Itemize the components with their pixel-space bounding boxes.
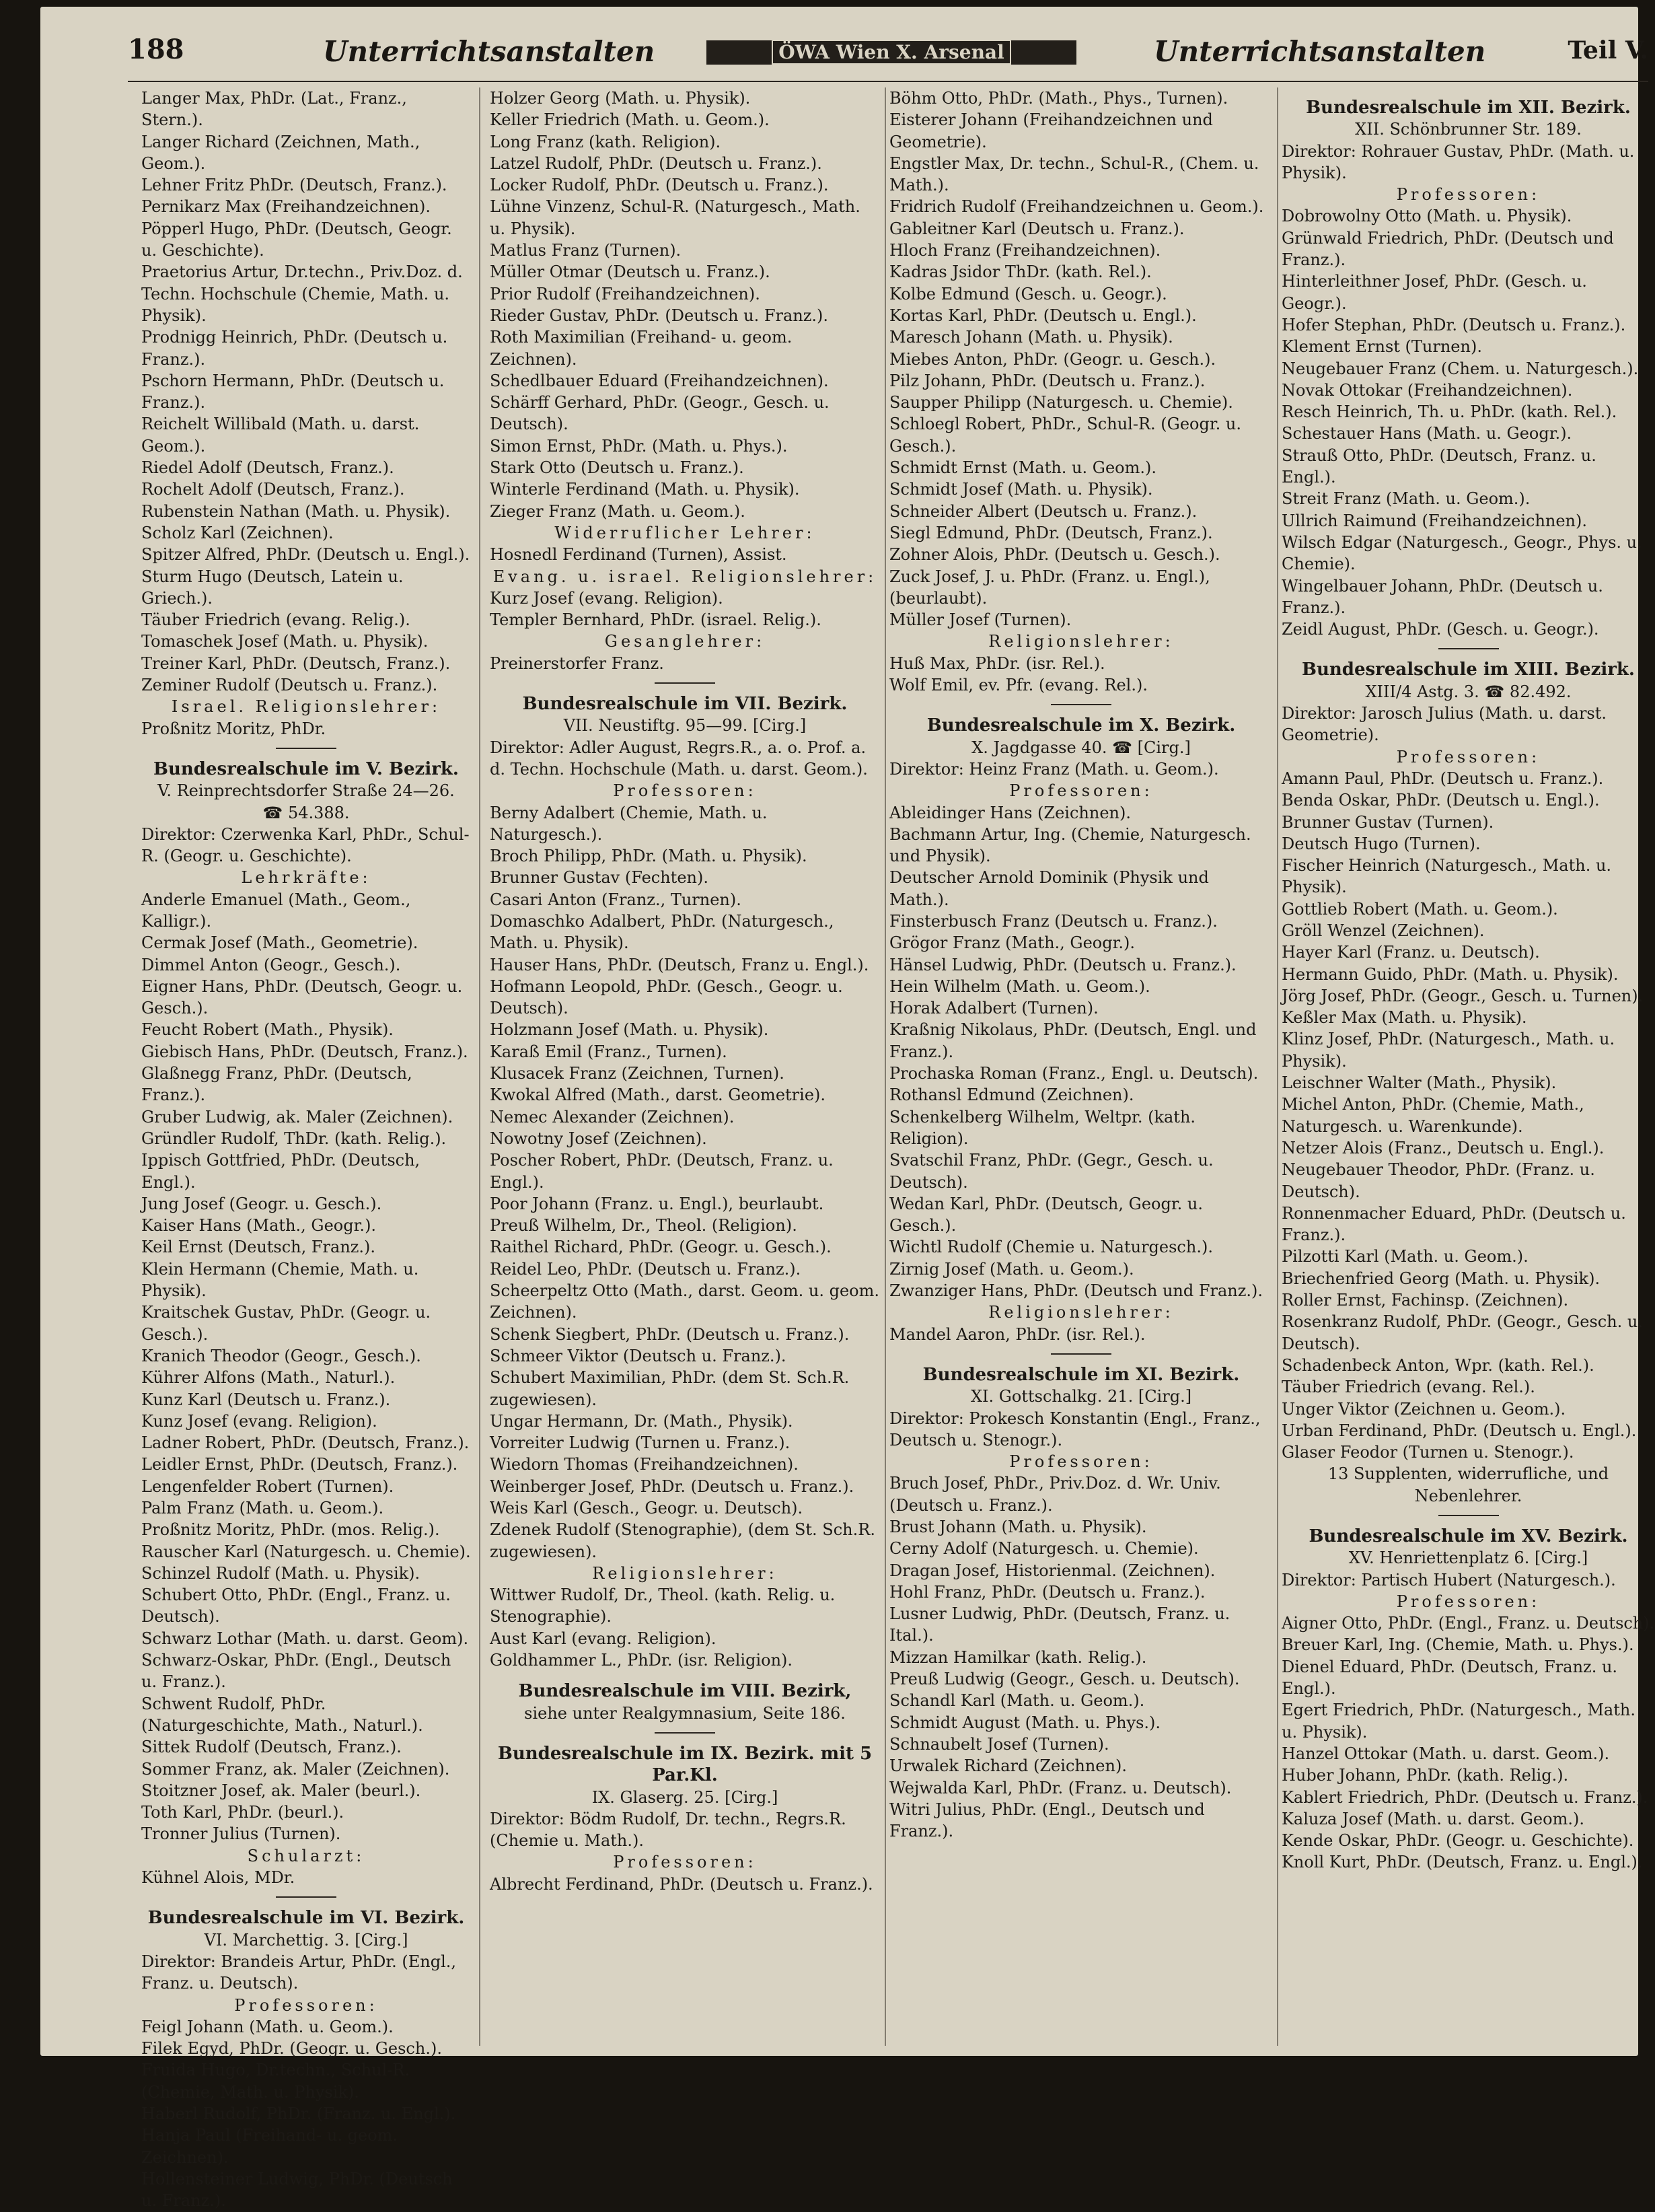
section-separator xyxy=(1438,648,1499,649)
entry-line: Müller Otmar (Deutsch u. Franz.). xyxy=(490,262,770,282)
section-label: Professoren: xyxy=(1009,1452,1153,1472)
entry-line: Zeidl August, PhDr. (Gesch. u. Geogr.). xyxy=(1282,620,1599,639)
entry-line: Pernikarz Max (Freihandzeichnen). xyxy=(141,197,431,217)
entry-line: Deutsch Hugo (Turnen). xyxy=(1282,834,1481,853)
entry-line: Direktor: Jarosch Julius (Math. u. darst. Geometrie). xyxy=(1282,704,1607,745)
entry-line: Novak Ottokar (Freihandzeichnen). xyxy=(1282,380,1573,400)
section-label: Religionslehrer: xyxy=(988,632,1174,651)
entry-line: Leidler Ernst, PhDr. (Deutsch, Franz.). xyxy=(141,1455,458,1474)
section-separator xyxy=(655,1732,715,1734)
entry-line: Toth Karl, PhDr. (beurl.). xyxy=(141,1803,344,1822)
entry-line: Strauß Otto, PhDr. (Deutsch, Franz. u. Engl.). xyxy=(1282,445,1596,487)
entry-line: Templer Bernhard, PhDr. (israel. Relig.). xyxy=(490,610,821,630)
part-label: Teil V. xyxy=(1568,36,1648,65)
entry-line: Resch Heinrich, Th. u. PhDr. (kath. Rel.). xyxy=(1282,402,1617,422)
section-label: Professoren: xyxy=(1396,1592,1541,1611)
entry-line: Siegl Edmund, PhDr. (Deutsch, Franz.). xyxy=(889,523,1213,542)
entry-line: Kraitschek Gustav, PhDr. (Geogr. u. Gesch.). xyxy=(141,1303,431,1344)
entry-line: Direktor: Heinz Franz (Math. u. Geom.). xyxy=(889,759,1219,779)
entry-line: Unger Viktor (Zeichnen u. Geom.). xyxy=(1282,1399,1566,1419)
entry-line: Egert Friedrich, PhDr. (Naturgesch., Math. u. Physik). xyxy=(1282,1701,1635,1742)
entry-line: Gottlieb Robert (Math. u. Geom.). xyxy=(1282,899,1558,919)
entry-line: Klusacek Franz (Zeichnen, Turnen). xyxy=(490,1064,784,1083)
entry-line: Eisterer Johann (Freihandzeichnen und Geometrie). xyxy=(889,110,1213,151)
entry-line: Keßler Max (Math. u. Physik). xyxy=(1282,1008,1527,1028)
entry-line: Huber Johann, PhDr. (kath. Relig.). xyxy=(1282,1766,1569,1785)
school-heading: Bundesrealschule im VIII. Bezirk, xyxy=(518,1681,852,1702)
entry-line: Aigner Otto, PhDr. (Engl., Franz. u. Deutsch). xyxy=(1282,1614,1655,1633)
school-heading: Bundesrealschule im XV. Bezirk. xyxy=(1309,1526,1628,1546)
entry-line: Schnaubelt Josef (Turnen). xyxy=(889,1734,1109,1754)
entry-line: Rosenkranz Rudolf, PhDr. (Geogr., Gesch. u. Deutsch). xyxy=(1282,1312,1643,1353)
entry-line: Sittek Rudolf (Deutsch, Franz.). xyxy=(141,1738,402,1757)
entry-line: Ladner Robert, PhDr. (Deutsch, Franz.). xyxy=(141,1433,470,1453)
entry-line: Gröll Wenzel (Zeichnen). xyxy=(1282,921,1485,940)
entry-line: Schubert Maximilian, PhDr. (dem St. Sch.R. zugewiesen). xyxy=(490,1368,850,1409)
address-line: X. Jagdgasse 40. ☎ [Cirg.] xyxy=(971,738,1191,757)
entry-line: Lühne Vinzenz, Schul-R. (Naturgesch., Math. u. Physik). xyxy=(490,197,860,238)
entry-line: Cerny Adolf (Naturgesch. u. Chemie). xyxy=(889,1539,1199,1559)
entry-line: Grünwald Friedrich, PhDr. (Deutsch und Franz.). xyxy=(1282,228,1614,270)
entry-line: Sturm Hugo (Deutsch, Latein u. Griech.). xyxy=(141,567,404,608)
section-label: Religionslehrer: xyxy=(988,1303,1174,1322)
entry-line: Pilzotti Karl (Math. u. Geom.). xyxy=(1282,1247,1529,1266)
entry-line: Schwent Rudolf, PhDr. (Naturgeschichte, Math., Naturl.). xyxy=(141,1694,423,1735)
entry-line: Kablert Friedrich, PhDr. (Deutsch u. Franz.). xyxy=(1282,1787,1648,1807)
entry-line: Gableitner Karl (Deutsch u. Franz.). xyxy=(889,219,1185,238)
entry-line: Weis Karl (Gesch., Geogr. u. Deutsch). xyxy=(490,1499,803,1518)
entry-line: Giebisch Hans, PhDr. (Deutsch, Franz.). xyxy=(141,1042,468,1061)
entry-line: Preuß Wilhelm, Dr., Theol. (Religion). xyxy=(490,1216,797,1236)
entry-line: Amann Paul, PhDr. (Deutsch u. Franz.). xyxy=(1282,769,1604,788)
entry-line: Schandl Karl (Math. u. Geom.). xyxy=(889,1691,1145,1711)
address-line: 13 Supplenten, widerrufliche, und Nebenlehrer. xyxy=(1327,1464,1609,1505)
entry-line: Wichtl Rudolf (Chemie u. Naturgesch.). xyxy=(889,1238,1213,1257)
entry-line: Wolf Emil, ev. Pfr. (evang. Rel.). xyxy=(889,676,1148,695)
address-line: VII. Neustiftg. 95—99. [Cirg.] xyxy=(563,716,807,736)
entry-line: Hänsel Ludwig, PhDr. (Deutsch u. Franz.). xyxy=(889,955,1237,974)
section-separator xyxy=(276,748,336,749)
entry-line: Praetorius Artur, Dr.techn., Priv.Doz. d. Techn. Hochschule (Chemie, Math. u. Physik). xyxy=(141,262,463,325)
entry-line: Aust Karl (evang. Religion). xyxy=(490,1629,716,1648)
entry-line: Prior Rudolf (Freihandzeichnen). xyxy=(490,284,760,304)
entry-line: Klein Hermann (Chemie, Math. u. Physik). xyxy=(141,1259,419,1301)
entry-line: Jörg Josef, PhDr. (Geogr., Gesch. u. Turnen). xyxy=(1282,986,1644,1005)
entry-line: Locker Rudolf, PhDr. (Deutsch u. Franz.). xyxy=(490,176,829,195)
entry-line: Fridrich Rudolf (Freihandzeichnen u. Geom.). xyxy=(889,197,1264,217)
school-heading: Bundesrealschule im IX. Bezirk. mit 5 Par.Kl. xyxy=(497,1743,873,1786)
section-label: Professoren: xyxy=(613,781,757,801)
entry-line: Streit Franz (Math. u. Geom.). xyxy=(1282,489,1531,509)
section-separator xyxy=(1051,1353,1111,1355)
entry-line: Kortas Karl, PhDr. (Deutsch u. Engl.). xyxy=(889,306,1197,325)
entry-line: Dienel Eduard, PhDr. (Deutsch, Franz. u. Engl.). xyxy=(1282,1657,1618,1699)
address-line: XV. Henriettenplatz 6. [Cirg.] xyxy=(1348,1548,1588,1568)
entry-line: Dragan Josef, Historienmal. (Zeichnen). xyxy=(889,1561,1216,1580)
entry-line: Bruch Josef, PhDr., Priv.Doz. d. Wr. Univ. (Deutsch u. Franz.). xyxy=(889,1474,1221,1515)
entry-line: Poor Johann (Franz. u. Engl.), beurlaubt. xyxy=(490,1194,824,1213)
entry-line: Pilz Johann, PhDr. (Deutsch u. Franz.). xyxy=(889,371,1206,390)
entry-line: Nemec Alexander (Zeichnen). xyxy=(490,1107,735,1127)
entry-line: Berny Adalbert (Chemie, Math. u. Naturgesch.). xyxy=(490,803,768,844)
entry-line: Raithel Richard, PhDr. (Geogr. u. Gesch.). xyxy=(490,1238,832,1257)
entry-line: Schneider Albert (Deutsch u. Franz.). xyxy=(889,501,1198,521)
entry-line: Gruber Ludwig, ak. Maler (Zeichnen). xyxy=(141,1107,453,1127)
entry-line: Miebes Anton, PhDr. (Geogr. u. Gesch.). xyxy=(889,349,1216,369)
entry-line: Hloch Franz (Freihandzeichnen). xyxy=(889,241,1161,260)
entry-line: Zeminer Rudolf (Deutsch u. Franz.). xyxy=(141,676,438,695)
entry-line: Spitzer Alfred, PhDr. (Deutsch u. Engl.). xyxy=(141,545,470,565)
entry-line: Kende Oskar, PhDr. (Geogr. u. Geschichte). xyxy=(1282,1831,1634,1851)
entry-line: Klement Ernst (Turnen). xyxy=(1282,337,1482,357)
entry-line: Netzer Alois (Franz., Deutsch u. Engl.). xyxy=(1282,1138,1605,1157)
entry-line: Wejwalda Karl, PhDr. (Franz. u. Deutsch). xyxy=(889,1778,1232,1797)
section-label: Professoren: xyxy=(1009,781,1153,801)
entry-line: Svatschil Franz, PhDr. (Gegr., Gesch. u. Deutsch). xyxy=(889,1151,1214,1192)
entry-line: Hein Wilhelm (Math. u. Geom.). xyxy=(889,976,1150,996)
entry-line: Michel Anton, PhDr. (Chemie, Math., Naturgesch. u. Warenkunde). xyxy=(1282,1095,1584,1136)
entry-line: Brunner Gustav (Turnen). xyxy=(1282,812,1494,832)
entry-line: Zuck Josef, J. u. PhDr. (Franz. u. Engl.), (beurlaubt). xyxy=(889,567,1210,608)
entry-line: Kolbe Edmund (Gesch. u. Geogr.). xyxy=(889,284,1167,304)
entry-line: Casari Anton (Franz., Turnen). xyxy=(490,890,741,909)
entry-line: Holzer Georg (Math. u. Physik). xyxy=(490,89,751,108)
entry-line: Scheerpeltz Otto (Math., darst. Geom. u. geom. Zeichnen). xyxy=(490,1281,879,1322)
entry-line: Sommer Franz, ak. Maler (Zeichnen). xyxy=(141,1759,450,1779)
section-label: Evang. u. israel. Religionslehrer: xyxy=(492,567,877,586)
entry-line: Ungar Hermann, Dr. (Math., Physik). xyxy=(490,1411,793,1431)
section-label: Professoren: xyxy=(1396,747,1541,766)
entry-line: Schubert Otto, PhDr. (Engl., Franz. u. Deutsch). xyxy=(141,1585,451,1627)
entry-line: Keil Ernst (Deutsch, Franz.). xyxy=(141,1238,376,1257)
entry-line: Wittwer Rudolf, Dr., Theol. (kath. Relig. u. Stenographie). xyxy=(490,1585,836,1627)
section-label: Israel. Religionslehrer: xyxy=(171,697,441,717)
school-heading: Bundesrealschule im X. Bezirk. xyxy=(926,715,1236,736)
text-column-1 xyxy=(141,87,471,2211)
entry-line: Proßnitz Moritz, PhDr. (mos. Relig.). xyxy=(141,1520,440,1540)
entry-line: Rochelt Adolf (Deutsch, Franz.). xyxy=(141,480,405,499)
page-scan xyxy=(40,7,1655,2211)
entry-line: Schärff Gerhard, PhDr. (Geogr., Gesch. u. Deutsch). xyxy=(490,393,830,434)
entry-line: Cermak Josef (Math., Geometrie). xyxy=(141,933,418,953)
entry-line: Lengenfelder Robert (Turnen). xyxy=(141,1476,394,1496)
entry-line: Nowotny Josef (Zeichnen). xyxy=(490,1129,707,1148)
school-heading: Bundesrealschule im VI. Bezirk. xyxy=(147,1908,465,1929)
entry-line: Preinerstorfer Franz. xyxy=(490,653,664,673)
entry-line: Rubenstein Nathan (Math. u. Physik). xyxy=(141,501,451,521)
entry-line: Schmidt Josef (Math. u. Physik). xyxy=(889,480,1153,499)
entry-line: Zirnig Josef (Math. u. Geom.). xyxy=(889,1259,1134,1279)
section-separator xyxy=(1051,704,1111,705)
entry-line: Schwarz-Oskar, PhDr. (Engl., Deutsch u. Franz.). xyxy=(141,1651,451,1692)
entry-line: Brust Johann (Math. u. Physik). xyxy=(889,1518,1147,1536)
entry-line: Hanzel Ottokar (Math. u. darst. Geom.). xyxy=(1282,1744,1610,1763)
entry-line: Fruida Hugo, Dr.techn., Schul-R. (Chemie, Math. u. Physik). xyxy=(141,2061,410,2102)
entry-line: Stoitzner Josef, ak. Maler (beurl.). xyxy=(141,1781,421,1800)
entry-line: Engstler Max, Dr. techn., Schul-R., (Chem. u. Math.). xyxy=(889,153,1259,195)
entry-line: Treiner Karl, PhDr. (Deutsch, Franz.). xyxy=(141,653,451,673)
entry-line: Goldhammer L., PhDr. (isr. Religion). xyxy=(490,1651,793,1670)
text-column-3 xyxy=(889,87,1273,2046)
entry-line: Direktor: Partisch Hubert (Naturgesch.). xyxy=(1282,1570,1616,1590)
entry-line: Neugebauer Theodor, PhDr. (Franz. u. Deutsch). xyxy=(1282,1160,1595,1201)
entry-line: Long Franz (kath. Religion). xyxy=(490,132,721,151)
entry-line: Benda Oskar, PhDr. (Deutsch u. Engl.). xyxy=(1282,791,1600,810)
entry-line: Huß Max, PhDr. (isr. Rel.). xyxy=(889,653,1105,673)
entry-line: Deutscher Arnold Dominik (Physik und Math.). xyxy=(889,868,1209,909)
entry-line: Hofer Stephan, PhDr. (Deutsch u. Franz.). xyxy=(1282,315,1626,334)
entry-line: Latzel Rudolf, PhDr. (Deutsch u. Franz.). xyxy=(490,153,822,173)
entry-line: Dimmel Anton (Geogr., Gesch.). xyxy=(141,955,401,974)
entry-line: Karaß Emil (Franz., Turnen). xyxy=(490,1042,727,1061)
entry-line: Schmeer Viktor (Deutsch u. Franz.). xyxy=(490,1346,786,1365)
entry-line: Neugebauer Franz (Chem. u. Naturgesch.). xyxy=(1282,359,1639,378)
page-number: 188 xyxy=(128,34,184,65)
section-separator xyxy=(655,682,715,684)
entry-line: Hollensteiner Ludwig, PhDr. (Deutsch u. Franz.). xyxy=(141,2169,453,2211)
entry-line: Grögor Franz (Math., Geogr.). xyxy=(889,933,1136,953)
entry-line: Lusner Ludwig, PhDr. (Deutsch, Franz. u. Ital.). xyxy=(889,1604,1230,1645)
section-label: Professoren: xyxy=(1396,185,1541,205)
text-column-2 xyxy=(490,87,880,2046)
entry-line: Rauscher Karl (Naturgesch. u. Chemie). xyxy=(141,1542,471,1561)
entry-line: Schmidt Ernst (Math. u. Geom.). xyxy=(889,458,1156,478)
entry-line: Proßnitz Moritz, PhDr. xyxy=(141,719,326,738)
entry-line: Leischner Walter (Math., Physik). xyxy=(1282,1073,1557,1093)
entry-line: Urwalek Richard (Zeichnen). xyxy=(889,1756,1127,1776)
address-line: IX. Glaserg. 25. [Cirg.] xyxy=(591,1787,778,1807)
entry-line: Schloegl Robert, PhDr., Schul-R. (Geogr. u. Gesch.). xyxy=(889,415,1242,456)
entry-line: Hermann Guido, PhDr. (Math. u. Physik). xyxy=(1282,964,1619,984)
entry-line: Müller Josef (Turnen). xyxy=(889,610,1072,630)
entry-line: Simon Ernst, PhDr. (Math. u. Phys.). xyxy=(490,436,788,456)
entry-line: Winterle Ferdinand (Math. u. Physik). xyxy=(490,480,800,499)
entry-line: Direktor: Prokesch Konstantin (Engl., Franz., Deutsch u. Stenogr.). xyxy=(889,1408,1261,1450)
entry-line: Dobrowolny Otto (Math. u. Physik). xyxy=(1282,207,1572,226)
entry-line: Kurz Josef (evang. Religion). xyxy=(490,588,723,608)
entry-line: Kühnel Alois, MDr. xyxy=(141,1868,295,1888)
section-label: Schularzt: xyxy=(247,1846,365,1865)
running-title-left: Unterrichtsanstalten xyxy=(323,35,655,68)
section-label: Professoren: xyxy=(234,1995,378,2015)
entry-line: Feigl Johann (Math. u. Geom.). xyxy=(141,2017,394,2036)
entry-line: Lehner Fritz PhDr. (Deutsch, Franz.). xyxy=(141,176,447,195)
school-heading: Bundesrealschule im XIII. Bezirk. xyxy=(1302,659,1635,680)
address-line: XI. Gottschalkg. 21. [Cirg.] xyxy=(970,1387,1192,1406)
entry-line: Vorreiter Ludwig (Turnen u. Franz.). xyxy=(490,1433,790,1453)
entry-line: Keller Friedrich (Math. u. Geom.). xyxy=(490,110,770,130)
page-header xyxy=(128,26,1648,82)
entry-line: Filek Egyd, PhDr. (Geogr. u. Gesch.). xyxy=(141,2039,442,2059)
entry-line: Gründler Rudolf, ThDr. (kath. Relig.). xyxy=(141,1129,447,1148)
entry-line: Kranich Theodor (Geogr., Gesch.). xyxy=(141,1346,421,1365)
entry-line: Prodnigg Heinrich, PhDr. (Deutsch u. Franz.). xyxy=(141,328,448,369)
entry-line: Anderle Emanuel (Math., Geom., Kalligr.). xyxy=(141,890,411,931)
entry-line: Hauser Hans, PhDr. (Deutsch, Franz u. Engl.). xyxy=(490,955,869,974)
header-rule xyxy=(128,81,1648,82)
entry-line: Zwanziger Hans, PhDr. (Deutsch und Franz.). xyxy=(889,1281,1263,1301)
entry-line: Zdenek Rudolf (Stenographie), (dem St. Sch.R. zugewiesen). xyxy=(490,1520,875,1561)
entry-line: Horak Adalbert (Turnen). xyxy=(889,999,1099,1018)
entry-line: Tronner Julius (Turnen). xyxy=(141,1824,341,1844)
entry-line: Mizzan Hamilkar (kath. Relig.). xyxy=(889,1647,1147,1667)
entry-line: Scholz Karl (Zeichnen). xyxy=(141,523,334,542)
entry-line: Kunz Karl (Deutsch u. Franz.). xyxy=(141,1390,391,1409)
entry-line: Roth Maximilian (Freihand- u. geom. Zeichnen). xyxy=(490,328,793,369)
section-label: Professoren: xyxy=(613,1853,757,1872)
entry-line: Direktor: Brandeis Artur, PhDr. (Engl., Franz. u. Deutsch). xyxy=(141,1952,457,1993)
section-label: Religionslehrer: xyxy=(592,1563,778,1583)
entry-line: Pöpperl Hugo, PhDr. (Deutsch, Geogr. u. Geschichte). xyxy=(141,219,452,260)
entry-line: Roller Ernst, Fachinsp. (Zeichnen). xyxy=(1282,1291,1569,1310)
entry-line: Brunner Gustav (Fechten). xyxy=(490,868,708,888)
entry-line: Knoll Kurt, PhDr. (Deutsch, Franz. u. Engl.). xyxy=(1282,1853,1643,1872)
entry-line: Zohner Alois, PhDr. (Deutsch u. Gesch.). xyxy=(889,545,1220,565)
entry-line: Saupper Philipp (Naturgesch. u. Chemie). xyxy=(889,393,1233,413)
entry-line: Direktor: Adler August, Regrs.R., a. o. Prof. a. d. Techn. Hochschule (Math. u. darst. Geom.). xyxy=(490,738,868,779)
entry-line: Schestauer Hans (Math. u. Geogr.). xyxy=(1282,424,1572,443)
entry-line: Schedlbauer Eduard (Freihandzeichnen). xyxy=(490,371,829,390)
entry-line: Weinberger Josef, PhDr. (Deutsch u. Franz.). xyxy=(490,1476,854,1496)
entry-line: Kadras Jsidor ThDr. (kath. Rel.). xyxy=(889,262,1152,282)
entry-line: Kührer Alfons (Math., Naturl.). xyxy=(141,1368,396,1388)
entry-line: Urban Ferdinand, PhDr. (Deutsch u. Engl.). xyxy=(1282,1421,1637,1440)
entry-line: Albrecht Ferdinand, PhDr. (Deutsch u. Franz.). xyxy=(490,1874,873,1894)
address-line: VI. Marchettig. 3. [Cirg.] xyxy=(204,1930,408,1950)
entry-line: Hayer Karl (Franz. u. Deutsch). xyxy=(1282,943,1540,962)
address-line: XII. Schönbrunner Str. 189. xyxy=(1355,120,1582,139)
entry-line: Matlus Franz (Turnen). xyxy=(490,241,682,260)
entry-line: Witri Julius, PhDr. (Engl., Deutsch und Franz.). xyxy=(889,1799,1205,1841)
school-heading: Bundesrealschule im VII. Bezirk. xyxy=(522,694,848,715)
entry-line: Hosnedl Ferdinand (Turnen), Assist. xyxy=(490,545,787,565)
entry-line: Hohl Franz, PhDr. (Deutsch u. Franz.). xyxy=(889,1582,1206,1602)
entry-line: Langer Max, PhDr. (Lat., Franz., Stern.). xyxy=(141,89,407,130)
entry-line: Langer Richard (Zeichnen, Math., Geom.). xyxy=(141,132,420,173)
entry-line: Böhm Otto, PhDr. (Math., Phys., Turnen). xyxy=(889,89,1228,108)
school-heading: Bundesrealschule im XI. Bezirk. xyxy=(922,1364,1240,1385)
entry-line: Ableidinger Hans (Zeichnen). xyxy=(889,803,1131,822)
entry-line: Haberl Rudolf, PhDr. (Franz. u. Engl.). xyxy=(141,2104,456,2124)
entry-line: Domaschko Adalbert, PhDr. (Naturgesch., Math. u. Physik). xyxy=(490,911,834,953)
entry-line: Fischer Heinrich (Naturgesch., Math. u. Physik). xyxy=(1282,856,1612,897)
address-line: V. Reinprechtsdorfer Straße 24—26. xyxy=(157,781,455,801)
entry-line: Tomaschek Josef (Math. u. Physik). xyxy=(141,632,429,651)
entry-line: Ronnenmacher Eduard, PhDr. (Deutsch u. Franz.). xyxy=(1282,1203,1626,1245)
section-label: Gesanglehrer: xyxy=(604,632,766,651)
address-line: siehe unter Realgymnasium, Seite 186. xyxy=(524,1703,846,1723)
entry-line: Ippisch Gottfried, PhDr. (Deutsch, Engl.). xyxy=(141,1151,420,1192)
entry-line: Broch Philipp, PhDr. (Math. u. Physik). xyxy=(490,847,807,866)
entry-line: Breuer Karl, Ing. (Chemie, Math. u. Phys.). xyxy=(1282,1635,1634,1655)
entry-line: Direktor: Czerwenka Karl, PhDr., Schul-R. (Geogr. u. Geschichte). xyxy=(141,824,470,866)
entry-line: Wilsch Edgar (Naturgesch., Geogr., Phys. u. Chemie). xyxy=(1282,532,1642,574)
entry-line: Riedel Adolf (Deutsch, Franz.). xyxy=(141,458,394,478)
entry-line: Wedan Karl, PhDr. (Deutsch, Geogr. u. Gesch.). xyxy=(889,1194,1204,1236)
entry-line: Glaßnegg Franz, PhDr. (Deutsch, Franz.). xyxy=(141,1064,412,1105)
entry-line: Rothansl Edmund (Zeichnen). xyxy=(889,1085,1134,1105)
address-line: ☎ 54.388. xyxy=(262,803,350,822)
entry-line: Hofmann Leopold, PhDr. (Gesch., Geogr. u. Deutsch). xyxy=(490,976,843,1018)
entry-line: Reichelt Willibald (Math. u. darst. Geom.). xyxy=(141,415,420,456)
entry-line: Kunz Josef (evang. Religion). xyxy=(141,1411,377,1431)
entry-line: Hinterleithner Josef, PhDr. (Gesch. u. Geogr.). xyxy=(1282,272,1587,313)
entry-line: Schadenbeck Anton, Wpr. (kath. Rel.). xyxy=(1282,1355,1594,1375)
school-heading: Bundesrealschule im XII. Bezirk. xyxy=(1306,98,1631,118)
column-divider xyxy=(1277,87,1278,2046)
entry-line: Mandel Aaron, PhDr. (isr. Rel.). xyxy=(889,1324,1146,1344)
entry-line: Schwarz Lothar (Math. u. darst. Geom). xyxy=(141,1629,469,1648)
entry-line: Wingelbauer Johann, PhDr. (Deutsch u. Franz.). xyxy=(1282,576,1603,617)
entry-line: Palm Franz (Math. u. Geom.). xyxy=(141,1499,384,1518)
entry-line: Eigner Hans, PhDr. (Deutsch, Geogr. u. Gesch.). xyxy=(141,976,463,1018)
entry-line: Schinzel Rudolf (Math. u. Physik). xyxy=(141,1563,420,1583)
school-heading: Bundesrealschule im V. Bezirk. xyxy=(153,758,459,779)
entry-line: Rieder Gustav, PhDr. (Deutsch u. Franz.). xyxy=(490,306,829,325)
entry-line: Zieger Franz (Math. u. Geom.). xyxy=(490,501,745,521)
entry-line: Reidel Leo, PhDr. (Deutsch u. Franz.). xyxy=(490,1259,801,1279)
entry-line: Täuber Friedrich (evang. Relig.). xyxy=(141,610,410,630)
section-label: Lehrkräfte: xyxy=(241,868,371,888)
library-stamp-text: ÖWA Wien X. Arsenal xyxy=(772,40,1010,65)
section-label: Widerruflicher Lehrer: xyxy=(554,523,815,542)
running-title-right: Unterrichtsanstalten xyxy=(1154,35,1486,68)
entry-line: Schmidt August (Math. u. Phys.). xyxy=(889,1713,1161,1732)
entry-line: Maresch Johann (Math. u. Physik). xyxy=(889,328,1173,347)
section-separator xyxy=(1438,1515,1499,1516)
address-line: XIII/4 Astg. 3. ☎ 82.492. xyxy=(1365,682,1572,701)
column-divider xyxy=(479,87,480,2046)
entry-line: Stark Otto (Deutsch u. Franz.). xyxy=(490,458,744,478)
entry-line: Ullrich Raimund (Freihandzeichnen). xyxy=(1282,511,1588,530)
entry-line: Preuß Ludwig (Geogr., Gesch. u. Deutsch). xyxy=(889,1670,1240,1689)
entry-line: Klinz Josef, PhDr. (Naturgesch., Math. u. Physik). xyxy=(1282,1030,1615,1071)
entry-line: Hanja Paul (Freihand- u. geom. Zeichnen). xyxy=(141,2126,398,2167)
entry-line: Wiedorn Thomas (Freihandzeichnen). xyxy=(490,1455,799,1474)
library-stamp xyxy=(706,40,1076,65)
entry-line: Direktor: Bödm Rudolf, Dr. techn., Regrs.R. (Chemie u. Math.). xyxy=(490,1809,846,1851)
entry-line: Täuber Friedrich (evang. Rel.). xyxy=(1282,1378,1535,1397)
entry-line: Jung Josef (Geogr. u. Gesch.). xyxy=(141,1194,382,1213)
entry-line: Kaiser Hans (Math., Geogr.). xyxy=(141,1216,377,1236)
entry-line: Briechenfried Georg (Math. u. Physik). xyxy=(1282,1269,1601,1288)
entry-line: Pschorn Hermann, PhDr. (Deutsch u. Franz.). xyxy=(141,371,445,413)
entry-line: Finsterbusch Franz (Deutsch u. Franz.). xyxy=(889,911,1218,931)
entry-line: Prochaska Roman (Franz., Engl. u. Deutsch). xyxy=(889,1064,1259,1083)
entry-line: Kwokal Alfred (Math., darst. Geometrie). xyxy=(490,1085,826,1105)
column-divider xyxy=(885,87,886,2046)
entry-line: Bachmann Artur, Ing. (Chemie, Naturgesch. und Physik). xyxy=(889,824,1251,866)
section-separator xyxy=(276,1896,336,1898)
entry-line: Glaser Feodor (Turnen u. Stenogr.). xyxy=(1282,1443,1574,1462)
entry-line: Kaluza Josef (Math. u. darst. Geom.). xyxy=(1282,1809,1584,1828)
entry-line: Schenk Siegbert, PhDr. (Deutsch u. Franz.). xyxy=(490,1324,850,1344)
entry-line: Kraßnig Nikolaus, PhDr. (Deutsch, Engl. und Franz.). xyxy=(889,1020,1257,1061)
entry-line: Schenkelberg Wilhelm, Weltpr. (kath. Religion). xyxy=(889,1107,1196,1148)
entry-line: Poscher Robert, PhDr. (Deutsch, Franz. u. Engl.). xyxy=(490,1151,834,1192)
entry-line: Direktor: Rohrauer Gustav, PhDr. (Math. u. Physik). xyxy=(1282,141,1635,182)
entry-line: Feucht Robert (Math., Physik). xyxy=(141,1020,394,1040)
text-column-4 xyxy=(1282,87,1655,2046)
entry-line: Holzmann Josef (Math. u. Physik). xyxy=(490,1020,769,1040)
